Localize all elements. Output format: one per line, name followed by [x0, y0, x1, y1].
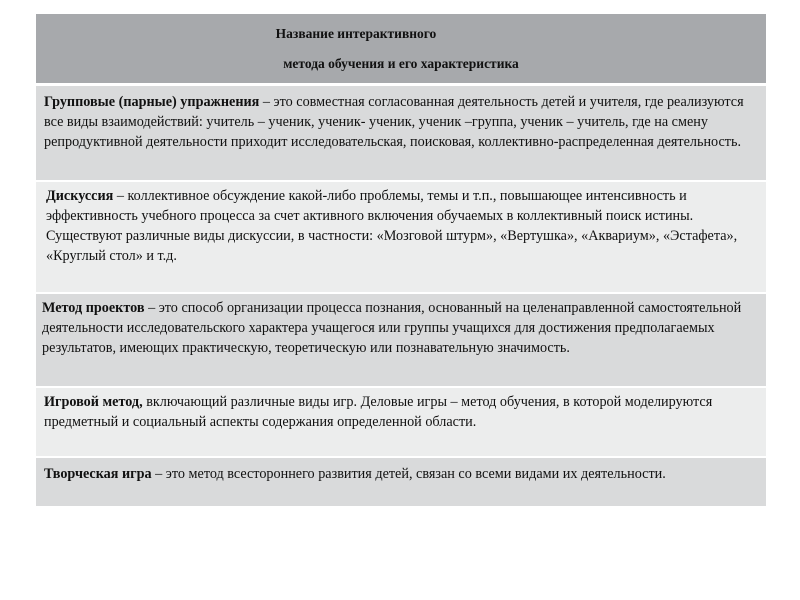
desc-creative-game: – это метод всестороннего развития детей, связан со всеми видами их деятельности. [151, 466, 666, 482]
term-project-method: Метод проектов [42, 300, 145, 316]
table-row-project-method [36, 294, 766, 388]
term-discussion: Дискуссия [46, 188, 114, 204]
methods-table [36, 14, 766, 508]
desc-game-method: включающий различные виды игр. Деловые игры – метод обучения, в которой моделируются предметный и социальный аспекты содержания определенной области. [44, 394, 713, 430]
header-line-2: метода обучения и его характеристика [283, 56, 519, 71]
table-row-game-method [36, 388, 766, 458]
desc-project-method: – это способ организации процесса познания, основанный на целенаправленной самостоятельной деятельности исследовательского характера учащегося или группы учащихся для достижения предполагаемых результатов, имеющих практическую, теоретическую или познавательную значимость. [42, 300, 742, 356]
table-row-discussion [36, 182, 766, 294]
table-row-creative-game [36, 458, 766, 508]
desc-discussion: – коллективное обсуждение какой-либо проблемы, темы и т.п., повышающее интенсивность и эффективность учебного процесса за счет активного включения обучаемых в коллективный поиск истины. Существуют различные виды дискуссии, в частности: «Мозговой штурм», «Вертушка», «Аквариум», «Эстафета», «Круглый стол» и т.д. [46, 188, 738, 264]
term-creative-game: Творческая игра [44, 466, 152, 482]
table-header [36, 14, 766, 86]
desc-group-exercises: – это совместная согласованная деятельность детей и учителя, где реализуются все виды взаимодействий: учитель – ученик, ученик- ученик, ученик –группа, ученик – учитель, где на смену репродуктивной деятельности приходит исследовательская, поисковая, коллективно-распределенная деятельность. [44, 94, 744, 150]
term-game-method: Игровой метод, [44, 394, 143, 410]
header-line-1: Название интерактивного [275, 26, 437, 41]
term-group-exercises: Групповые (парные) упражнения [44, 94, 260, 110]
table-row-group-exercises [36, 86, 766, 182]
